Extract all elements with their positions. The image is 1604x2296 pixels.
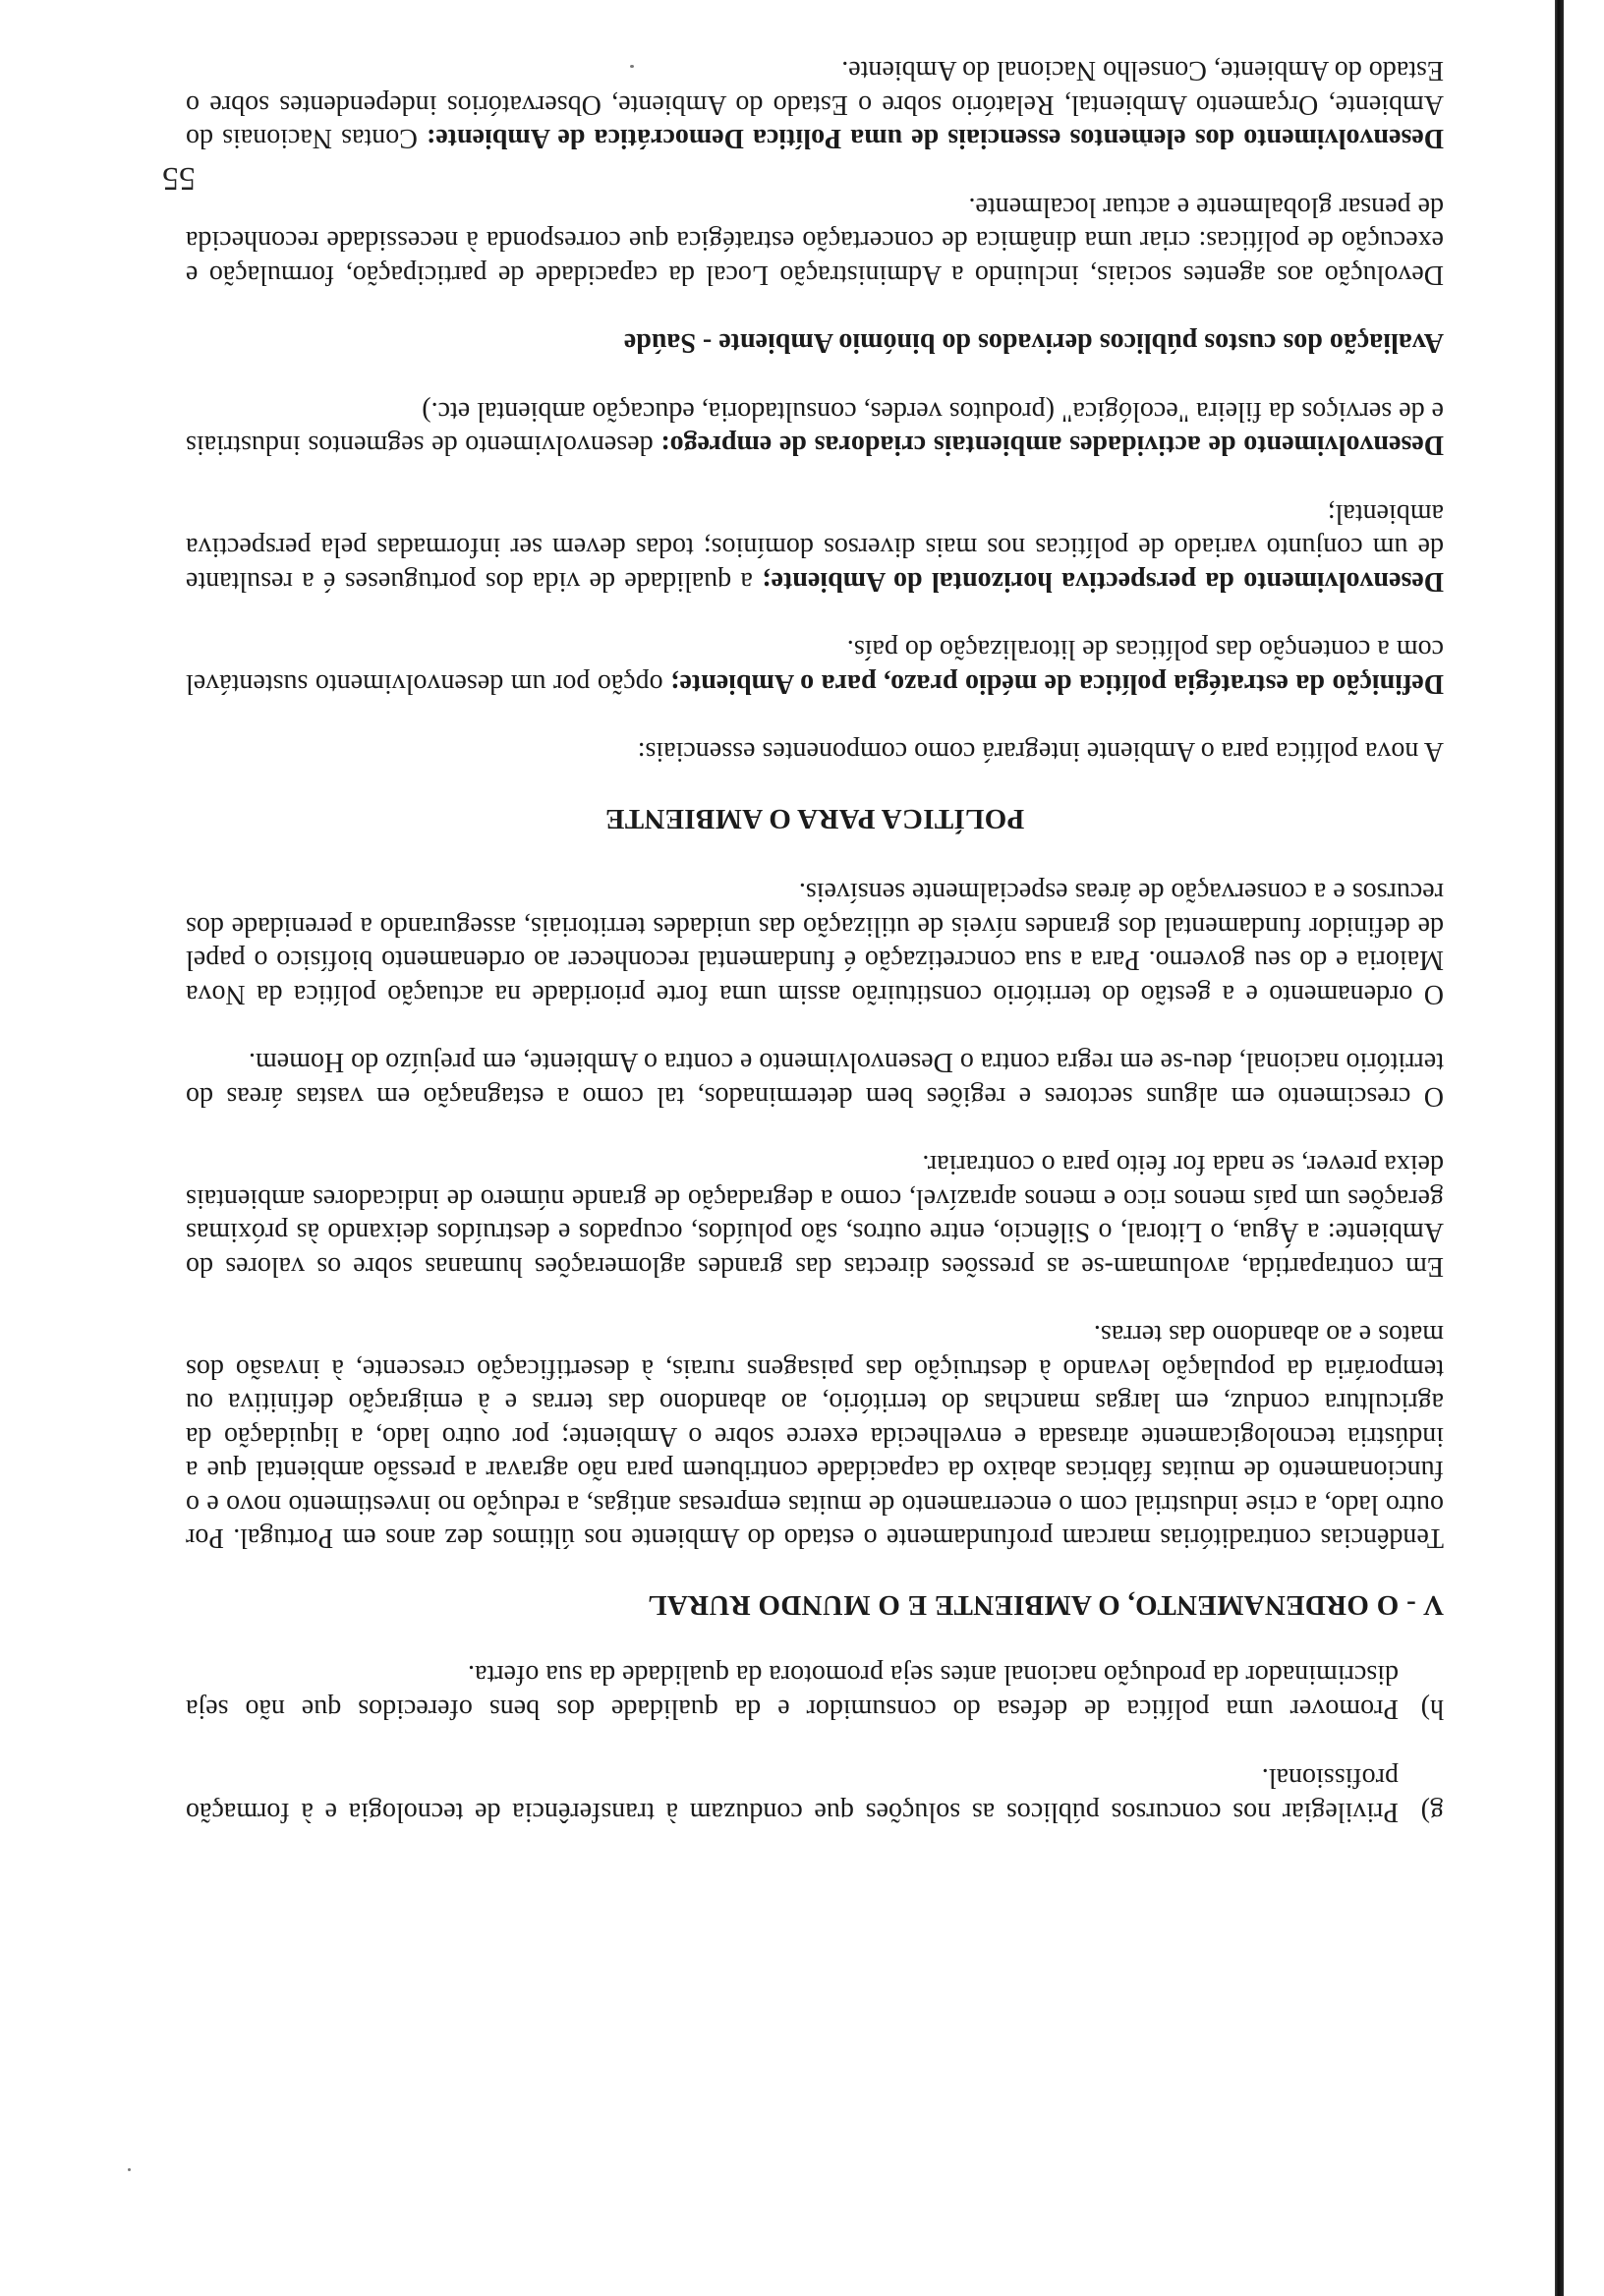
paragraph-tendencias: Tendências contraditórias marcam profundamente o estado do Ambiente nos últimos dez anos em Portugal. Por outro lado, a crise industrial com o encerramento de muitas empresas antigas, a redução no investimento novo e o funcionamento de muitas fábricas abaixo da capacidade contribuem para não agravar a pressão ambiental que a indústria tecnologicamente atrasada e envelhecida exerce sobre o Ambiente; por outro lado, a liquidação da agricultura conduz, em largas manchas do território, ao abandono das terras e à emigração definitiva ou temporária da população levando à destruição das paisagens rurais, à desertificação crescente, à invasão dos matos e ao abandono das terras. xyxy=(186,1319,1444,1554)
paragraph-ordenamento: O ordenamento e a gestão do território constituirão assim uma forte prioridade na actuação política da Nova Maioria e do seu governo. Para a sua concretização é fundamental reconhecer ao ordenamento biofísico o papel de definidor fundamental dos grandes níveis de utilização das unidades territoriais, assegurando a perenidade dos recursos e a conservação de áreas especialmente sensíveis. xyxy=(186,877,1444,1009)
section-title: V - O ORDENAMENTO, O AMBIENTE E O MUNDO RURAL xyxy=(648,1589,1444,1621)
component-democratica xyxy=(186,53,1444,155)
component-saude xyxy=(186,325,1444,360)
policy-title: POLÍTICA PARA O AMBIENTE xyxy=(604,803,1025,834)
component-text: a qualidade de vida dos portugueses é a resultante de um conjunto variado de políticas nos mais diversos domínios; todas devem ser informadas pela perspectiva ambiental; xyxy=(185,498,1444,597)
list-item-g xyxy=(186,1760,1444,1828)
list-item-text: Privilegiar nos concursos públicos as soluções que conduzam à transferência de tecnologia e à formação profissional. xyxy=(186,1762,1399,1827)
component-horizontal xyxy=(186,496,1444,599)
component-text: desenvolvimento de segmentos industriais e de serviços da fileira "ecológica" (produtos verdes, consultadoria, educação ambiental etc.) xyxy=(186,396,1444,461)
component-text: opção por um desenvolvimento sustentável com a contenção das políticas de litoralização do país. xyxy=(186,634,1444,699)
text-column xyxy=(186,19,1444,1828)
list-item-label: h) xyxy=(1420,1693,1444,1724)
page-number: 55 xyxy=(162,160,196,197)
list-item-text: Promover uma política de defesa do consumidor e da qualidade dos bens oferecidos que não seja discriminador da produção nacional antes seja promotora da qualidade da sua oferta. xyxy=(186,1659,1399,1724)
component-heading: Definição da estratégia política de médio prazo, para o Ambiente; xyxy=(670,668,1444,699)
component-estrategia xyxy=(186,632,1444,700)
component-text: Devolução aos agentes sociais, incluindo a Administração Local da capacidade de participação, formulação e execução de políticas: criar uma dinâmica de concertação estratégica que corresponda à necessidade reconhecida de pensar globalmente e actuar localmente. xyxy=(186,192,1444,290)
component-emprego xyxy=(186,394,1444,462)
paragraph-crescimento: O crescimento em alguns sectores e regiões bem determinados, tal como a estagnação em vastas áreas do território nacional, deu-se em regra contra o Desenvolvimento e contra o Ambiente, em prejuízo do Homem. xyxy=(186,1047,1444,1112)
component-heading: Desenvolvimento da perspectiva horizontal do Ambiente; xyxy=(762,566,1444,597)
list-item-h xyxy=(186,1657,1444,1725)
paragraph-contrapartida: Em contrapartida, avolumam-se as pressões directas das grandes aglomerações humanas sobre os valores do Ambiente: a Água, o Litoral, o Silêncio, entre outros, são poluídos, ocupados e destruídos deixando às próximas gerações um país menos rico e menos aprazível, como a degradação de grande número de indicadores ambientais deixa prever, se nada for feito para o contrariar. xyxy=(186,1149,1444,1282)
list-item-label: g) xyxy=(1420,1797,1444,1827)
component-heading: Avaliação dos custos públicos derivados do binómio Ambiente - Saúde xyxy=(623,327,1444,359)
component-heading: Desenvolvimento dos elementos essenciais de uma Política Democrática de Ambiente: xyxy=(426,123,1444,154)
policy-intro: A nova política para o Ambiente integrará como componentes essenciais: xyxy=(637,736,1444,768)
component-heading: Desenvolvimento de actividades ambientais criadoras de emprego: xyxy=(660,430,1444,461)
component-text: Contas Nacionais do Ambiente, Orçamento Ambiental, Relatório sobre o Estado do Ambiente, Observatórios independentes sobre o Estado do Ambiente, Conselho Nacional do Ambiente. xyxy=(186,55,1444,154)
component-devolucao xyxy=(186,190,1444,292)
